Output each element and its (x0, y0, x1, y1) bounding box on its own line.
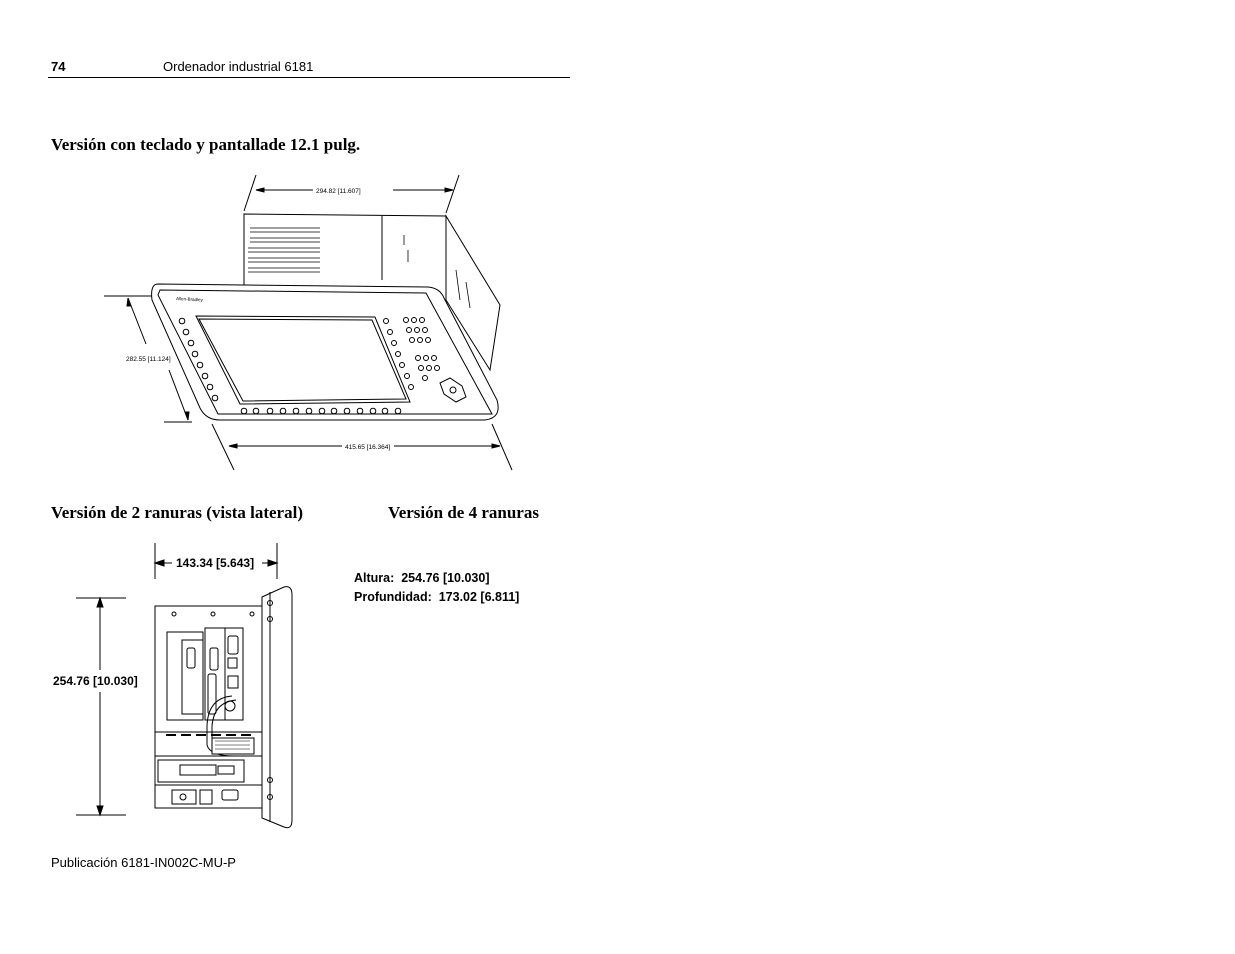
height-spec (354, 569, 519, 588)
height-spec-value: 254.76 [10.030] (401, 571, 490, 585)
depth-dimension-label: 294.82 [11.607] (316, 188, 361, 195)
side-height-dimension-label: 254.76 [10.030] (53, 674, 138, 688)
height-spec-label: Altura: (354, 571, 395, 585)
side-depth-dimension-label: 143.34 [5.643] (176, 556, 255, 570)
page-number: 74 (51, 59, 66, 74)
width-dimension-label: 415.65 [16.364] (345, 444, 391, 451)
running-title: Ordenador industrial 6181 (163, 59, 314, 74)
depth-spec-value: 173.02 [6.811] (438, 590, 520, 604)
two-slot-side-view-drawing (50, 540, 300, 830)
keyboard-version-drawing (100, 170, 520, 475)
height-dimension-label: 282.55 [11.124] (126, 356, 171, 363)
two-slot-version-heading: Versión de 2 ranuras (vista lateral) (51, 503, 303, 522)
keyboard-version-heading: Versión con teclado y pantallade 12.1 pulg. (51, 135, 361, 154)
depth-spec (354, 588, 519, 607)
header-rule (48, 77, 570, 78)
depth-spec-label: Profundidad: (354, 590, 432, 604)
brand-label: Allen-Bradley (175, 296, 203, 303)
publication-footer: Publicación 6181-IN002C-MU-P (51, 855, 236, 870)
four-slot-version-heading: Versión de 4 ranuras (388, 503, 539, 522)
four-slot-specs (354, 569, 519, 607)
